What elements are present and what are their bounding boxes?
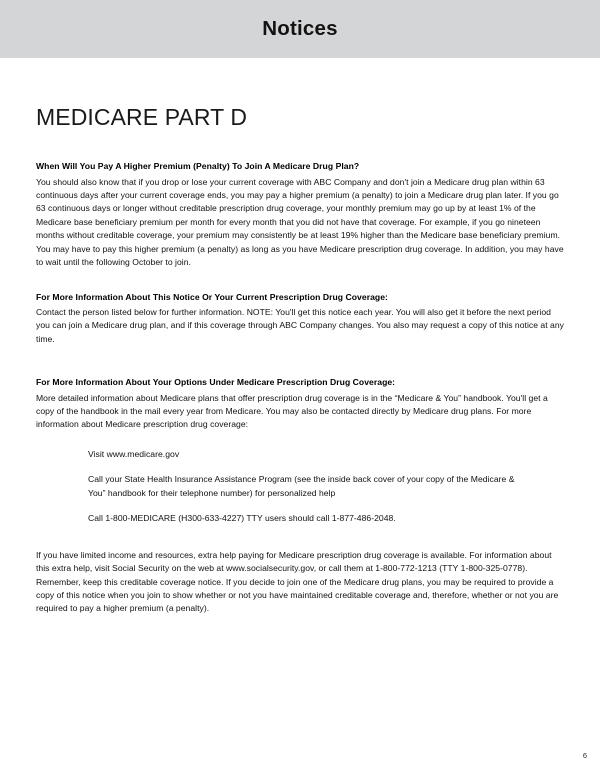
section-body: More detailed information about Medicare plans that offer prescription drug coverage is in the “Medicare & You” handbook. You'll get a copy of the handbook in the mail every year from Medicare. You may also be contacted directly by Medicare drug plans. For more information about Medicare prescription drug coverage: bbox=[36, 392, 548, 430]
extra-help-paragraph: If you have limited income and resources, extra help paying for Medicare prescription drug coverage is available. For information about this extra help, visit Social Security on the web at www.socialsecurity.gov, or call them at 1-800-772-1213 (TTY 1-800-325-0778). Remember, keep this creditable coverage notice. If you decide to join one of the Medicare drug plans, you may be required to provide a copy of this notice when you join to show whether or not you have maintained creditable coverage and, therefore, whether or not you are required to pay a higher premium (a penalty). bbox=[36, 549, 559, 614]
page-number: 6 bbox=[582, 751, 587, 760]
page-title: MEDICARE PART D bbox=[36, 104, 248, 130]
section-body: You should also know that if you drop or lose your current coverage with ABC Company and don't join a Medicare drug plan within 63 continuous days after your current coverage ends, you may pay a higher premium (a penalty) to join a Medicare drug plan later. If you go 63 continuous days or longer without creditable prescription drug coverage, your monthly premium may go up by at least 1% of the Medicare base beneficiary premium per month for every month that you did not have that coverage. For example, if you go nineteen months without creditable coverage, your premium may consistently be at least 19% higher than the Medicare base beneficiary premium. You may have to pay this higher premium (a penalty) as long as you have Medicare prescription drug coverage. In addition, you may have to wait until the following October to join. bbox=[36, 176, 564, 268]
section-premium-penalty bbox=[36, 160, 564, 269]
list-item: Visit www.medicare.gov bbox=[88, 448, 180, 459]
section-heading: For More Information About Your Options Under Medicare Prescription Drug Coverage: bbox=[36, 377, 396, 388]
list-item: Call your State Health Insurance Assistance Program (see the inside back cover of your copy of the Medicare & You” handbook for their telephone number) for personalized help bbox=[88, 474, 515, 498]
section-heading: When Will You Pay A Higher Premium (Penalty) To Join A Medicare Drug Plan? bbox=[36, 161, 360, 172]
document-content bbox=[0, 105, 600, 616]
page-header-band bbox=[0, 0, 600, 58]
section-more-info-options bbox=[36, 376, 564, 432]
page-header-title: Notices bbox=[262, 17, 338, 40]
contact-options-list bbox=[88, 448, 564, 526]
section-heading: For More Information About This Notice Or Your Current Prescription Drug Coverage: bbox=[36, 291, 388, 302]
section-more-info-notice bbox=[36, 291, 564, 347]
section-body: Contact the person listed below for further information. NOTE: You'll get this notice each year. You will also get it before the next period you can join a Medicare drug plan, and if this coverage through ABC Company changes. You also may request a copy of this notice at any time. bbox=[36, 306, 564, 344]
list-item: Call 1-800-MEDICARE (H300-633-4227) TTY users should call 1-877-486-2048. bbox=[88, 513, 396, 524]
